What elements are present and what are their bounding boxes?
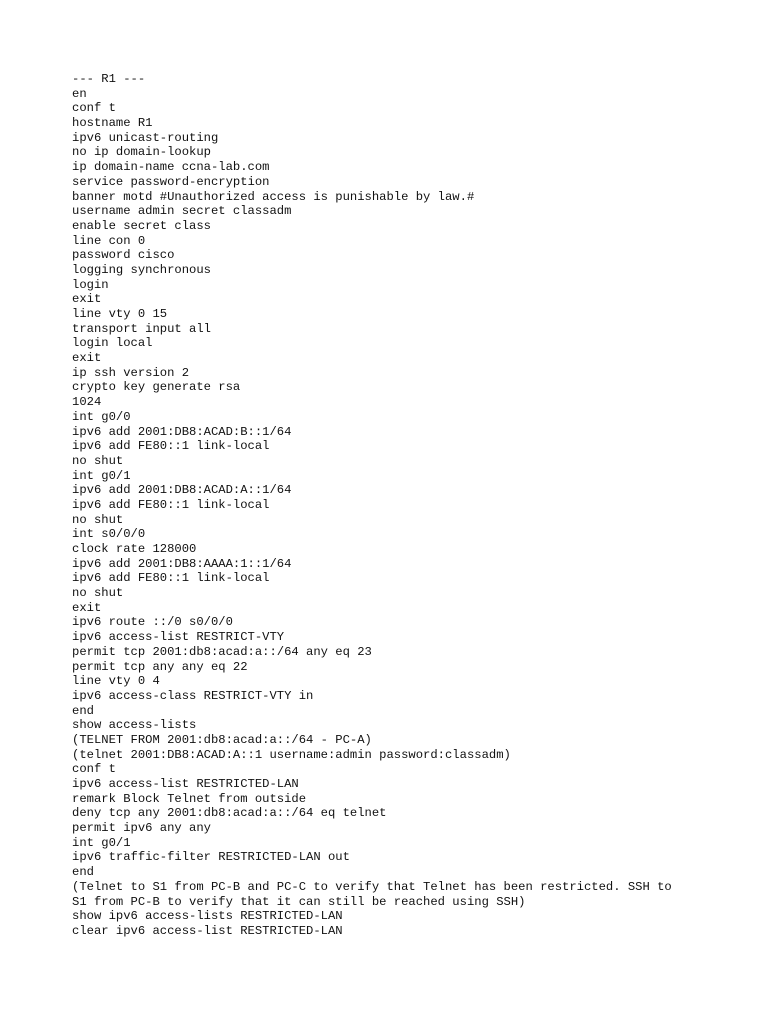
config-line: ipv6 add FE80::1 link-local — [72, 571, 270, 586]
config-line: exit — [72, 292, 102, 307]
config-line: no shut — [72, 453, 124, 468]
config-line: remark Block Telnet from outside — [72, 791, 307, 806]
config-line: exit — [72, 600, 102, 615]
config-line: (TELNET FROM 2001:db8:acad:a::/64 - PC-A) — [72, 732, 372, 747]
config-line: permit tcp any any eq 22 — [72, 659, 248, 674]
config-line: ipv6 route ::/0 s0/0/0 — [72, 615, 233, 630]
config-line: no shut — [72, 586, 124, 601]
config-line: end — [72, 865, 94, 880]
config-line: 1024 — [72, 395, 102, 410]
config-line: --- R1 --- — [72, 72, 146, 86]
config-line: enable secret class — [72, 218, 211, 233]
document-body — [72, 72, 712, 939]
config-line: transport input all — [72, 321, 211, 336]
config-line: login — [72, 277, 109, 292]
config-line: (telnet 2001:DB8:ACAD:A::1 username:admin password:classadm) — [72, 747, 511, 762]
config-line: conf t — [72, 762, 116, 777]
config-line: S1 from PC-B to verify that it can still be reached using SSH) — [72, 894, 526, 909]
config-line: int g0/0 — [72, 409, 131, 424]
config-line: line vty 0 15 — [72, 307, 168, 321]
config-line: ipv6 traffic-filter RESTRICTED-LAN out — [72, 850, 350, 865]
config-line: deny tcp any 2001:db8:acad:a::/64 eq telnet — [72, 806, 387, 821]
config-line: banner motd #Unauthorized access is punishable by law.# — [72, 189, 475, 204]
config-line: int g0/1 — [72, 835, 131, 850]
config-line: ip domain-name ccna-lab.com — [72, 160, 270, 175]
config-line: ipv6 unicast-routing — [72, 130, 219, 145]
config-line: ipv6 access-class RESTRICT-VTY in — [72, 688, 314, 703]
config-line: (Telnet to S1 from PC-B and PC-C to verify that Telnet has been restricted. SSH to — [72, 879, 672, 894]
config-line: ip ssh version 2 — [72, 365, 190, 380]
config-line: en — [72, 86, 87, 101]
config-line: conf t — [72, 101, 116, 116]
config-line: password cisco — [72, 248, 175, 263]
config-line: end — [72, 703, 94, 718]
config-line: clear ipv6 access-list RESTRICTED-LAN — [72, 923, 343, 938]
config-line: ipv6 add FE80::1 link-local — [72, 497, 270, 512]
config-line: crypto key generate rsa — [72, 380, 241, 395]
config-line: clock rate 128000 — [72, 542, 197, 556]
config-line: show ipv6 access-lists RESTRICTED-LAN — [72, 909, 343, 924]
config-line: int g0/1 — [72, 468, 131, 483]
config-line: ipv6 add 2001:DB8:ACAD:B::1/64 — [72, 424, 292, 439]
config-line: ipv6 add FE80::1 link-local — [72, 439, 270, 454]
config-line: show access-lists — [72, 718, 197, 733]
config-line: line con 0 — [72, 233, 146, 248]
config-line: ipv6 access-list RESTRICT-VTY — [72, 630, 285, 645]
config-line: permit ipv6 any any — [72, 821, 211, 836]
config-line: permit tcp 2001:db8:acad:a::/64 any eq 23 — [72, 644, 372, 659]
config-line: no ip domain-lookup — [72, 145, 211, 160]
config-line: service password-encryption — [72, 174, 270, 189]
config-line: ipv6 add 2001:DB8:ACAD:A::1/64 — [72, 483, 292, 498]
config-line: login local — [72, 336, 153, 351]
config-line: line vty 0 4 — [72, 674, 160, 689]
config-line: hostname R1 — [72, 116, 153, 131]
config-line: no shut — [72, 512, 124, 527]
config-line: username admin secret classadm — [72, 204, 292, 219]
config-line: ipv6 access-list RESTRICTED-LAN — [72, 777, 299, 791]
config-line: logging synchronous — [72, 262, 211, 277]
config-line: int s0/0/0 — [72, 527, 146, 542]
config-line: ipv6 add 2001:DB8:AAAA:1::1/64 — [72, 556, 292, 571]
config-line: exit — [72, 351, 102, 366]
